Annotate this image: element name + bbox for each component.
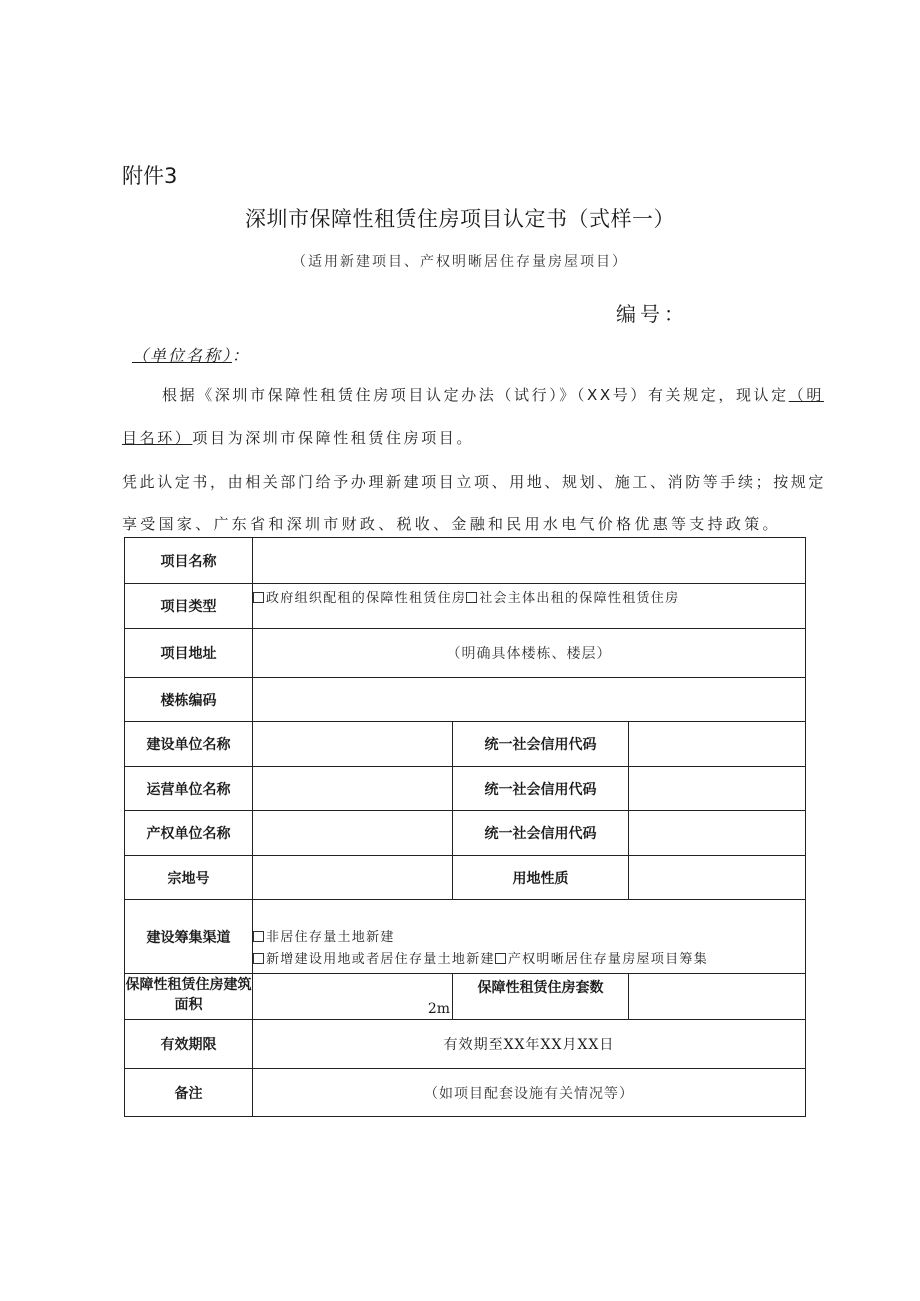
- paragraph-2-text: 项目为深圳市保障性租赁住房项目。: [192, 429, 475, 447]
- paragraph-3: 凭此认定书，由相关部门给予办理新建项目立项、用地、规划、施工、消防等手续；按规定: [122, 473, 827, 491]
- document-title: 深圳市保障性租赁住房项目认定书（式样一）: [245, 207, 675, 231]
- checkbox-icon[interactable]: [495, 953, 506, 964]
- table-row: [125, 811, 806, 856]
- number-label: 编号：: [616, 302, 688, 326]
- builder-field[interactable]: [253, 722, 453, 767]
- table-row: [125, 974, 806, 1020]
- project-type-field: [253, 584, 806, 629]
- channel-field: [253, 900, 806, 974]
- checkbox-icon[interactable]: [253, 953, 264, 964]
- checkbox-icon[interactable]: [253, 592, 264, 603]
- remarks-label: 备注: [125, 1069, 253, 1117]
- parcel-field[interactable]: [253, 856, 453, 900]
- paragraph-1: [162, 384, 824, 405]
- building-code-field[interactable]: [253, 678, 806, 722]
- channel-option-nonresidential: 非居住存量土地新建: [266, 930, 395, 945]
- table-row: [125, 538, 806, 584]
- operator-field[interactable]: [253, 767, 453, 811]
- table-row: [125, 629, 806, 678]
- checkbox-icon[interactable]: [253, 931, 264, 942]
- area-unit: 2m: [427, 1001, 450, 1017]
- project-type-option-social: 社会主体出租的保障性租赁住房: [479, 591, 680, 606]
- project-type-option-government: 政府组织配租的保障性租赁住房: [266, 591, 467, 606]
- address-label: 项目地址: [125, 629, 253, 678]
- recipient-colon: ：: [232, 346, 251, 365]
- project-name-field[interactable]: [253, 538, 806, 584]
- builder-credit-code-field[interactable]: [629, 722, 806, 767]
- area-label: 保障性租赁住房建筑面积: [125, 974, 253, 1020]
- owner-label: 产权单位名称: [125, 811, 253, 856]
- units-field[interactable]: [629, 974, 806, 1020]
- units-label: 保障性租赁住房套数: [453, 974, 629, 1020]
- builder-credit-code-label: 统一社会信用代码: [453, 722, 629, 767]
- attachment-label: 附件3: [122, 164, 178, 188]
- owner-credit-code-label: 统一社会信用代码: [453, 811, 629, 856]
- certification-form-table: [124, 537, 806, 1117]
- recipient-name: （单位名称）: [132, 346, 233, 365]
- paragraph-2: [122, 427, 474, 448]
- paragraph-4: 享受国家、广东省和深圳市财政、税收、金融和民用水电气价格优惠等支持政策。: [122, 515, 781, 533]
- area-field[interactable]: [253, 974, 453, 1020]
- channel-option-existing-housing: 产权明晰居住存量房屋项目筹集: [507, 952, 709, 967]
- remarks-field[interactable]: （如项目配套设施有关情况等）: [253, 1069, 806, 1117]
- builder-label: 建设单位名称: [125, 722, 253, 767]
- checkbox-icon[interactable]: [466, 592, 477, 603]
- parcel-label: 宗地号: [125, 856, 253, 900]
- table-row: [125, 1069, 806, 1117]
- table-row: [125, 678, 806, 722]
- recipient-line: [132, 343, 250, 366]
- operator-credit-code-field[interactable]: [629, 767, 806, 811]
- project-type-label: 项目类型: [125, 584, 253, 629]
- address-field[interactable]: （明确具体楼栋、楼层）: [253, 629, 806, 678]
- table-row: [125, 900, 806, 974]
- land-use-label: 用地性质: [453, 856, 629, 900]
- owner-field[interactable]: [253, 811, 453, 856]
- operator-label: 运营单位名称: [125, 767, 253, 811]
- project-name-blank-start: （明: [788, 386, 824, 404]
- table-row: [125, 584, 806, 629]
- table-row: [125, 856, 806, 900]
- table-row: [125, 767, 806, 811]
- table-row: [125, 1020, 806, 1069]
- channel-option-new-land: 新增建设用地或者居住存量土地新建: [266, 952, 495, 967]
- land-use-field[interactable]: [629, 856, 806, 900]
- project-name-blank-end: 目名环）: [122, 429, 193, 447]
- validity-label: 有效期限: [125, 1020, 253, 1069]
- operator-credit-code-label: 统一社会信用代码: [453, 767, 629, 811]
- channel-label: 建设筹集渠道: [125, 900, 253, 974]
- table-row: [125, 722, 806, 767]
- building-code-label: 楼栋编码: [125, 678, 253, 722]
- project-name-label: 项目名称: [125, 538, 253, 584]
- owner-credit-code-field[interactable]: [629, 811, 806, 856]
- paragraph-1-text: 根据《深圳市保障性租赁住房项目认定办法（试行）》（XX号）有关规定，现认定: [162, 386, 789, 404]
- validity-value[interactable]: 有效期至XX年XX月XX日: [253, 1020, 806, 1069]
- document-subtitle: （适用新建项目、产权明晰居住存量房屋项目）: [292, 254, 628, 270]
